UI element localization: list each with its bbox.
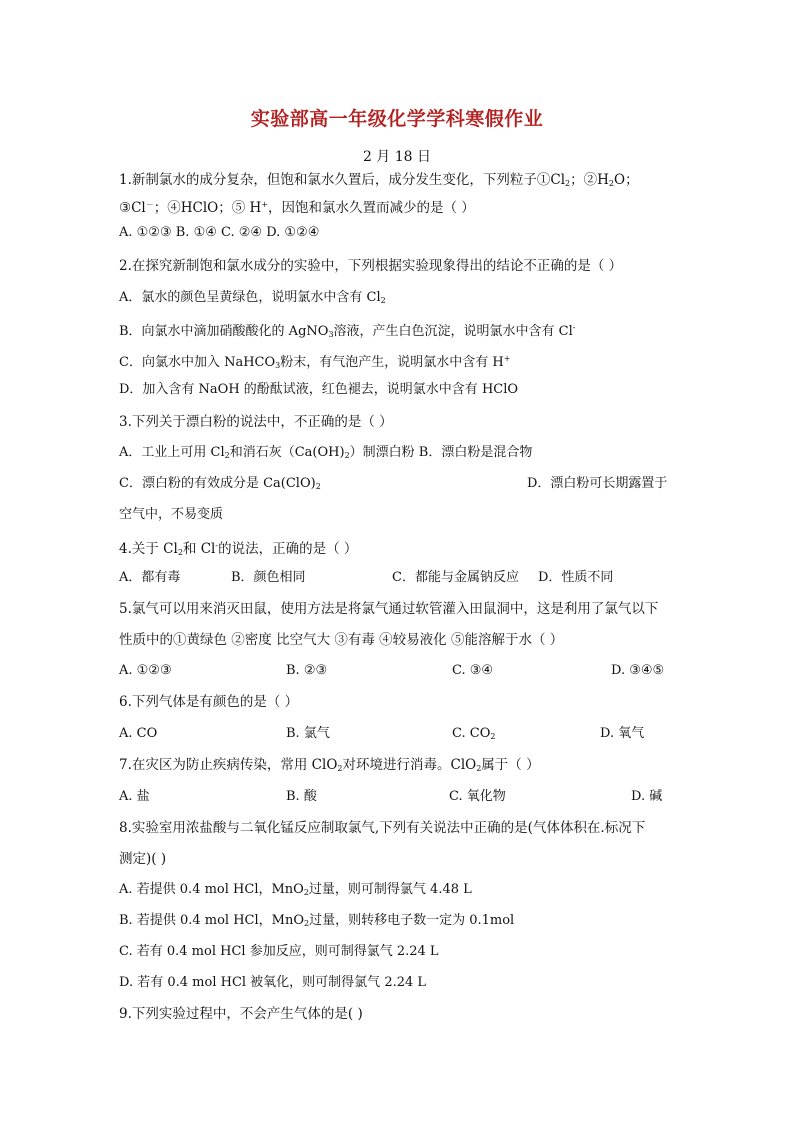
- question-6-option-a: A. CO: [119, 726, 158, 741]
- question-5-option-b: B. ②③: [286, 663, 328, 678]
- question-8-option-c: C. 若有 0.4 mol HCl 参加反应，则可制得氯气 2.24 L: [119, 944, 439, 959]
- question-8-option-d: D. 若有 0.4 mol HCl 被氧化，则可制得氯气 2.24 L: [119, 975, 427, 990]
- question-4-option-a: A．都有毒: [119, 570, 181, 585]
- question-3-option-c: C．漂白粉的有效成分是 $Ca(ClO)_2$: [119, 476, 321, 491]
- question-6-option-c: C. $CO_2$: [452, 726, 496, 741]
- question-5-option-c: C. ③④: [452, 663, 494, 678]
- question-7-option-c: C. 氧化物: [449, 789, 506, 804]
- date-line: 2 月 18 日: [362, 149, 432, 165]
- question-8-stem-line2: 测定)( ): [119, 851, 167, 867]
- question-5-option-a: A. ①②③: [119, 663, 172, 678]
- question-2-stem: 2.在探究新制饱和氯水成分的实验中，下列根据实验现象得出的结论不正确的是（ ）: [119, 258, 623, 274]
- question-6-stem: 6.下列气体是有颜色的是（ ）: [119, 694, 299, 710]
- question-5-stem-line2: 性质中的①黄绿色 ②密度 比空气大 ③有毒 ④较易液化 ⑤能溶解于水（ ）: [119, 632, 564, 648]
- question-2-option-a: A．氯水的颜色呈黄绿色，说明氯水中含有 $Cl_2$: [119, 290, 386, 305]
- question-4-option-b: B．颜色相同: [231, 570, 306, 585]
- page-title: 实验部高一年级化学学科寒假作业: [250, 108, 544, 130]
- question-3-option-d: D．漂白粉可长期露置于: [527, 476, 668, 491]
- question-1-stem-line2: ③Cl－；④HClO；⑤ H+，因饱和氯水久置而减少的是（ ）: [119, 200, 475, 216]
- question-8-stem: 8.实验室用浓盐酸与二氧化锰反应制取氯气,下列有关说法中正确的是(气体体积在.标况下: [119, 820, 646, 836]
- question-9-stem: 9.下列实验过程中，不会产生气体的是( ): [119, 1006, 363, 1022]
- question-2-option-b: B．向氯水中滴加硝酸酸化的 AgNO$_3$溶液，产生白色沉淀，说明氯水中含有 Cl-: [119, 323, 576, 339]
- question-4-stem: 4.关于 $Cl_2$和 Cl-的说法，正确的是（ ）: [119, 541, 358, 557]
- question-1-options: A. ①②③ B. ①④ C. ②④ D. ①②④: [119, 225, 320, 240]
- question-3-option-d-cont: 空气中，不易变质: [119, 507, 224, 522]
- question-7-option-d: D. 碱: [631, 789, 663, 804]
- question-2-option-d: D．加入含有 NaOH 的酚酞试液，红色褪去，说明氯水中含有 HClO: [119, 382, 519, 397]
- question-1-stem: 1.新制氯水的成分复杂，但饱和氯水久置后，成分发生变化，下列粒子$①Cl_2$；$②H_2O$；: [119, 172, 639, 188]
- question-6-option-d: D. 氧气: [600, 726, 645, 741]
- question-4-option-d: D．性质不同: [538, 570, 614, 585]
- question-2-option-c: C．向氯水中加入 NaHCO$_3$粉末，有气泡产生，说明氯水中含有 H+: [119, 354, 511, 370]
- question-5-option-d: D. ③④⑤: [611, 663, 665, 678]
- question-4-option-c: C．都能与金属钠反应: [392, 570, 519, 585]
- question-8-option-a: A. 若提供 0.4 mol HCl，MnO$_2$过量，则可制得氯气 4.48 L: [119, 882, 472, 897]
- question-7-option-a: A. 盐: [119, 789, 150, 804]
- question-5-stem: 5.氯气可以用来消灭田鼠，使用方法是将氯气通过软管灌入田鼠洞中，这是利用了氯气以下: [119, 601, 659, 617]
- question-7-stem: 7.在灾区为防止疾病传染，常用 ClO$_2$对环境进行消毒。ClO$_2$属于（ ）: [119, 757, 540, 773]
- question-7-option-b: B. 酸: [286, 789, 317, 804]
- question-8-option-b: B. 若提供 0.4 mol HCl，MnO$_2$过量，则转移电子数一定为 0.1mol: [119, 913, 515, 928]
- question-3-stem: 3.下列关于漂白粉的说法中，不正确的是（ ）: [119, 414, 393, 430]
- question-6-option-b: B. 氯气: [286, 726, 330, 741]
- question-3-options-ab: A．工业上可用 $Cl_2$和消石灰$(Ca(OH)_2)$制漂白粉 B．漂白粉是混合物: [119, 445, 533, 460]
